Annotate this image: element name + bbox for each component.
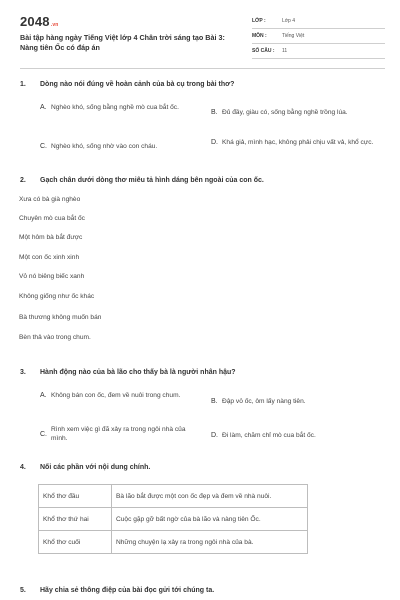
question-heading <box>20 368 385 378</box>
option-text: Đủ đầy, giàu có, sống bằng nghề trồng lúa. <box>222 109 348 116</box>
meta-key: SỐ CÂU : <box>252 48 275 54</box>
table-row <box>39 508 308 531</box>
option-letter: B. <box>211 109 218 116</box>
question-text: Nối các phần với nội dung chính. <box>40 464 151 471</box>
option-d[interactable] <box>211 431 381 440</box>
question-2 <box>20 176 385 186</box>
option-letter: B. <box>211 398 218 405</box>
option-letter: C. <box>40 430 47 438</box>
meta-row-subject <box>252 29 385 44</box>
meta-key: LỚP : <box>252 18 266 24</box>
question-number: 4. <box>20 464 26 471</box>
option-a[interactable] <box>40 103 200 112</box>
question-heading <box>20 176 385 186</box>
question-text: Hãy chia sẻ thông điệp của bài đọc gửi tới chúng ta. <box>40 587 215 594</box>
logo-tld: .vn <box>50 22 59 28</box>
poem-line[interactable]: Một con ốc xinh xinh <box>19 254 80 261</box>
option-text: Rình xem việc gì đã xảy ra trong ngôi nhà của mình. <box>51 426 186 442</box>
meta-row-class <box>252 14 385 29</box>
option-c[interactable] <box>40 425 210 443</box>
table-cell-content[interactable]: Những chuyện lạ xảy ra trong ngôi nhà của bà. <box>112 531 308 554</box>
question-5 <box>20 586 385 596</box>
question-heading <box>20 463 385 473</box>
table-cell-content[interactable]: Cuộc gặp gỡ bất ngờ của bà lão và nàng tiên Ốc. <box>112 508 308 531</box>
table-cell-stanza[interactable]: Khổ thơ thứ hai <box>39 508 112 531</box>
meta-value: 11 <box>282 48 288 54</box>
question-number: 3. <box>20 369 26 376</box>
table-cell-stanza[interactable]: Khổ thơ đầu <box>39 485 112 508</box>
question-text: Dòng nào nói đúng về hoàn cảnh của bà cụ trong bài thơ? <box>40 81 235 88</box>
table-cell-stanza[interactable]: Khổ thơ cuối <box>39 531 112 554</box>
option-text: Nghèo khó, sống bằng nghề mò cua bắt ốc. <box>51 104 179 111</box>
table-row <box>39 485 308 508</box>
question-text: Gạch chân dưới dòng thơ miêu tả hình dáng bên ngoài của con ốc. <box>40 177 264 184</box>
option-b[interactable] <box>211 108 391 117</box>
table-cell-content[interactable]: Bà lão bắt được một con ốc đẹp và đem về nhà nuôi. <box>112 485 308 508</box>
meta-value: Lớp 4 <box>282 18 296 24</box>
site-logo[interactable] <box>20 14 59 29</box>
matching-table <box>38 484 308 554</box>
option-c[interactable] <box>40 142 200 151</box>
meta-key: MÔN : <box>252 33 267 39</box>
meta-value: Tiếng Việt <box>282 33 305 39</box>
document-header <box>20 14 385 62</box>
poem-line[interactable]: Chuyên mò cua bắt ốc <box>19 215 85 222</box>
option-letter: D. <box>211 432 218 439</box>
poem-line[interactable]: Bèn thả vào trong chum. <box>19 334 91 341</box>
question-heading <box>20 586 385 596</box>
document-meta <box>252 14 385 59</box>
question-heading <box>20 80 385 90</box>
option-b[interactable] <box>211 397 381 406</box>
option-text: Không bán con ốc, đem về nuôi trong chum. <box>51 392 181 399</box>
option-d[interactable] <box>211 138 381 147</box>
poem-line[interactable]: Bà thương không muốn bán <box>19 314 102 321</box>
option-text: Đập vỏ ốc, ôm lấy nàng tiên. <box>222 398 306 405</box>
option-letter: C. <box>40 143 47 150</box>
meta-row-question-count <box>252 44 385 59</box>
question-1 <box>20 80 385 90</box>
question-3 <box>20 368 385 378</box>
question-4 <box>20 463 385 473</box>
option-text: Đi làm, chăm chỉ mò cua bắt ốc. <box>222 432 316 439</box>
option-letter: A. <box>40 392 47 399</box>
poem-line[interactable]: Một hôm bà bắt được <box>19 234 83 241</box>
poem-line[interactable]: Vỏ nó biêng biếc xanh <box>19 273 85 280</box>
poem-line[interactable]: Không giống như ốc khác <box>19 293 95 300</box>
question-number: 1. <box>20 81 26 88</box>
question-text: Hành động nào của bà lão cho thấy bà là người nhân hậu? <box>40 369 236 376</box>
document-title: Bài tập hàng ngày Tiếng Việt lớp 4 Chân trời sáng tạo Bài 3: Nàng tiên Ốc có đáp án <box>20 33 225 52</box>
option-a[interactable] <box>40 391 200 400</box>
question-number: 2. <box>20 177 26 184</box>
poem-line[interactable]: Xưa có bà già nghèo <box>19 196 81 203</box>
option-letter: D. <box>211 139 218 146</box>
logo-text: 2048 <box>20 14 50 29</box>
option-text: Khá giả, mình hạc, không phải chịu vất vả, khổ cực. <box>222 139 374 146</box>
option-letter: A. <box>40 104 47 111</box>
table-row <box>39 531 308 554</box>
header-divider <box>20 68 385 69</box>
question-number: 5. <box>20 587 26 594</box>
option-text: Nghèo khó, sống nhờ vào con cháu. <box>51 143 158 150</box>
